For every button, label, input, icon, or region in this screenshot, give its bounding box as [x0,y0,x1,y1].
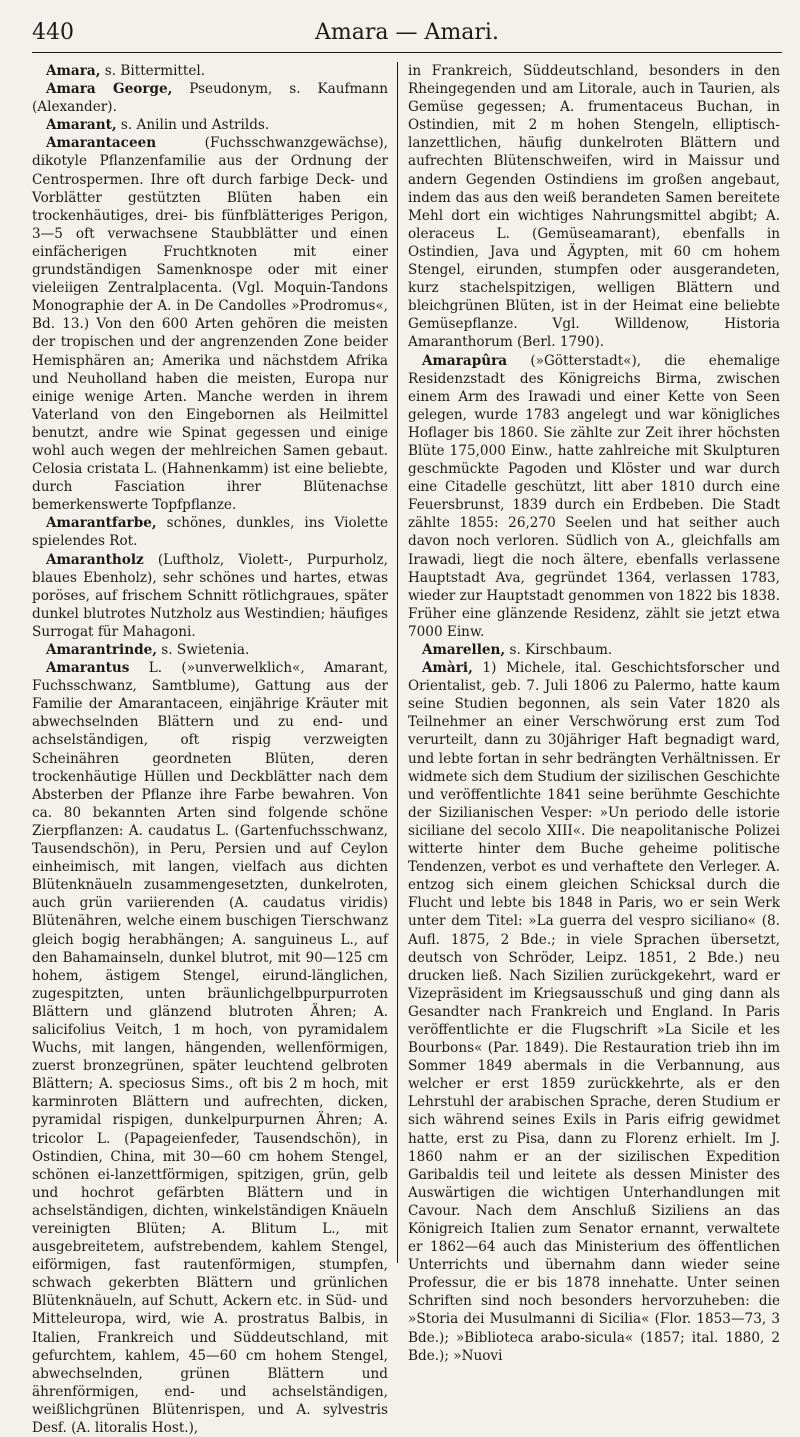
entry-text: (Fuchsschwanzgewächse), dikotyle Pflanzenfamilie aus der Ordnung der Centrospermen. Ihre oft durch farbige Deck- und Vorblätter gestützten Blüten haben ein trockenhäutiges, drei- bis fünfblätteriges Perigon, 3—5 oft verwachsene Staubblätter und einen einfächerigen Fruchtknoten mit einer grundständigen Samenknospe oder mit einer vieleiigen Zentralplacenta. (Vgl. Moquin-Tandons Monographie der A. in De Candolles »Prodromus«, Bd. 13.) Von den 600 Arten gehören die meisten der tropischen und der angrenzenden Zone beider Hemisphären an; Amerika und nächstdem Afrika und Neuholland haben die meisten, Europa nur einige wenige Arten. Manche werden in ihrem Vaterland von den Eingebornen als Heilmittel benutzt, andre wie Spinat gegessen und einige wohl auch wegen der mehlreichen Samen gebaut. Celosia cristata L. (Hahnenkamm) ist eine beliebte, durch Fasciation ihrer Blütenachse bemerkenswerte Topfpflanze. [32,135,388,514]
entry-headword: Amarellen, [422,642,506,658]
entry-headword: Amarantholz [46,551,144,568]
entry-headword: Amarapûra [422,352,508,369]
right-column [408,62,780,1364]
left-column [32,62,388,1437]
dictionary-entry [32,641,388,659]
entry-text: s. Anilin und Astrilds. [116,117,270,134]
dictionary-entry [32,62,388,80]
entry-text: s. Kirschbaum. [505,642,613,658]
entry-text: (Luftholz, Violett-, Purpurholz, blaues Ebenholz), sehr schönes und hartes, etwas poröses, auf frischem Schnitt rötlichgraues, später dunkel blutrotes Nutzholz aus Westindien; häufiges Surrogat für Mahagoni. [32,551,388,640]
entry-headword: Amara George, [46,81,173,98]
dictionary-entry [408,352,780,642]
entry-text: schönes, dunkles, ins Violette spielendes Rot. [32,515,388,550]
dictionary-entry [408,62,780,352]
entry-headword: Amara, [46,63,101,79]
entry-text: s. Bittermittel. [100,63,206,79]
entry-text: Pseudonym, s. Kaufmann (Alexander). [32,81,388,116]
column-divider [397,62,398,1263]
dictionary-entry [32,514,388,550]
entry-headword: Amarantrinde, [46,642,157,658]
entry-headword: Amarantfarbe, [46,515,157,532]
entry-text: 1) Michele, ital. Geschichtsforscher und Orientalist, geb. 7. Juli 1806 zu Palermo, hatte kaum seine Studien begonnen, als sein Vater 1820 als Teilnehmer an einer Verschwörung erst zum Tod verurteilt, dann zu 30jähriger Haft begnadigt ward, und lebte fortan in sehr bedrängten Verhältnissen. Er widmete sich dem Studium der sizilischen Geschichte und veröffentlichte 1841 seine berühmte Geschichte der Sizilianischen Vesper: »Un periodo delle istorie siciliane del secolo XIII«. Die neapolitanische Polizei witterte hinter dem Buche geheime politische Tendenzen, verbot es und verhaftete den Verleger. A. entzog sich einem gleichen Schicksal durch die Flucht und lebte bis 1848 in Paris, wo er sein Werk unter dem Titel: »La guerra del vespro siciliano« (8. Aufl. 1875, 2 Bde.; in viele Sprachen übersetzt, deutsch von Schröder, Leipz. 1851, 2 Bde.) neu drucken ließ. Nach Sizilien zurückgekehrt, ward er Vizepräsident im Kriegsausschuß und ging dann als Gesandter nach Frankreich und England. In Paris veröffentlichte er die Flugschrift »La Sicile et les Bourbons« (Par. 1849). Die Restauration trieb ihn im Sommer 1849 abermals in die Verbannung, aus welcher er erst 1859 zurückkehrte, als er den Lehrstuhl der arabischen Sprache, deren Studium er sich während seines Exils in Paris eifrig gewidmet hatte, erst zu Pisa, dann zu Florenz erhielt. Im J. 1860 nahm er an der sizilischen Expedition Garibaldis teil und leitete als dessen Minister des Auswärtigen die wichtigen Unterhandlungen mit Cavour. Nach dem Anschluß Siziliens an das Königreich Italien zum Senator ernannt, verwaltete er 1862—64 auch das Ministerium des öffentlichen Unterrichts und übernahm dann wieder seine Professur, die er bis 1878 innehatte. Unter seinen Schriften sind noch besonders hervorzuheben: die »Storia dei Musulmanni di Sicilia« (Flor. 1853—73, 3 Bde.); »Biblioteca arabo-sicula« (1857; ital. 1880, 2 Bde.); »Nuovi [408,660,780,1364]
page-header [32,18,782,53]
entry-text: s. Swietenia. [156,642,250,658]
dictionary-entry [32,551,388,641]
dictionary-entry [408,641,780,659]
entry-headword: Amarant, [46,117,117,134]
entry-headword: Amarantaceen [46,135,157,152]
entry-headword: Amarantus [46,660,130,677]
entry-text: L. (»unverwelklich«, Amarant, Fuchsschwanz, Samtblume), Gattung aus der Familie der Amarantaceen, einjährige Kräuter mit abwechselnden Blättern und zu end- und achselständigen, oft rispig verzweigten Scheinähren geordneten Blüten, deren trockenhäutige Hüllen und Deckblätter nach dem Absterben der Pflanze ihre Farbe bewahren. Von ca. 80 bekannten Arten sind folgende schöne Zierpflanzen: A. caudatus L. (Gartenfuchsschwanz, Tausendschön), in Peru, Persien und auf Ceylon einheimisch, mit langen, vielfach aus dichten Blütenknäueln zusammengesetzten, dunkelroten, auch grün variierenden (A. caudatus viridis) Blütenähren, welche einem buschigen Tierschwanz gleich bogig herabhängen; A. sanguineus L., auf den Bahamainseln, dunkel blutrot, mit 90—125 cm hohem, ästigem Stengel, eirund-länglichen, zugespitzten, unten bräunlichgelbpurpurroten Blättern und glänzend blutroten Ähren; A. salicifolius Veitch, 1 m hoch, von pyramidalem Wuchs, mit langen, hängenden, wellenförmigen, zuerst bronzegrünen, später leuchtend gelbroten Blättern; A. speciosus Sims., oft bis 2 m hoch, mit karminroten Blättern und aufrechten, dicken, pyramidal rispigen, dunkelpurpurnen Ähren; A. tricolor L. (Papageienfeder, Tausendschön), in Ostindien, China, mit 30—60 cm hohem Stengel, schönen ei-lanzettförmigen, spitzigen, grün, gelb und hochrot gefärbten Blättern und in achselständigen, dichten, winkelständigen Knäueln vereinigten Blüten; A. Blitum L., mit ausgebreitetem, aufstrebendem, kahlem Stengel, eiförmigen, fast rautenförmigen, stumpfen, schwach gekerbten Blättern und grünlichen Blütenknäueln, auf Schutt, Ackern etc. in Süd- und Mitteleuropa, wird, wie A. prostratus Balbis, in Italien, Frankreich und Süddeutschland, mit gefurchtem, kahlem, 45—60 cm hohem Stengel, abwechselnden, grünen Blättern und ährenförmigen, end- und achselständigen, weißlichgrünen Blütenrispen, und A. sylvestris Desf. (A. litoralis Host.), [32,660,388,1437]
page-number: 440 [32,20,74,45]
entry-text: in Frankreich, Süddeutschland, besonders in den Rheingegenden und am Litorale, auch in Taurien, als Gemüse gegessen; A. frumentaceus Buchan, in Ostindien, mit 2 m hohen Stengeln, elliptisch-lanzettlichen, häufig dunkelroten Blättern und aufrechten Blütenschweifen, wird in Maissur und andern Gegenden Ostindiens im großen angebaut, indem das aus den weiß berandeten Samen bereitete Mehl dort ein wichtiges Nahrungsmittel abgibt; A. oleraceus L. (Gemüseamarant), ebenfalls in Ostindien, Java und Ägypten, mit 60 cm hohem Stengel, eirunden, stumpfen oder ausgerandeten, kurz stachelspitzigen, welligen Blättern und bleichgrünen Blüten, ist in der Heimat eine beliebte Gemüsepflanze. Vgl. Willdenow, Historia Amaranthorum (Berl. 1790). [408,63,780,351]
dictionary-entry [32,134,388,514]
dictionary-entry [408,659,780,1365]
running-title: Amara — Amari. [315,20,499,45]
dictionary-entry [32,659,388,1437]
dictionary-entry [32,80,388,116]
entry-text: (»Götterstadt«), die ehemalige Residenzstadt des Königreichs Birma, zwischen einem Arm des Irawadi und einer Kette von Seen gelegen, wurde 1783 angelegt und war königliches Hoflager bis 1860. Sie zählte zur Zeit ihrer höchsten Blüte 175,000 Einw., hatte zahlreiche mit Skulpturen geschmückte Pagoden und Klöster und war durch eine Citadelle geschützt, litt aber 1810 durch eine Feuersbrunst, 1839 durch ein Erdbeben. Die Stadt zählte 1855: 26,270 Seelen und hat seither auch davon noch verloren. Südlich von A., gleichfalls am Irawadi, liegt die noch ältere, ebenfalls verlassene Hauptstadt Ava, gegründet 1364, verlassen 1783, wieder zur Hauptstadt genommen von 1822 bis 1838. Früher eine glänzende Residenz, zählt sie jetzt etwa 7000 Einw. [408,352,780,640]
entry-headword: Amàri, [422,660,473,677]
dictionary-entry [32,116,388,134]
